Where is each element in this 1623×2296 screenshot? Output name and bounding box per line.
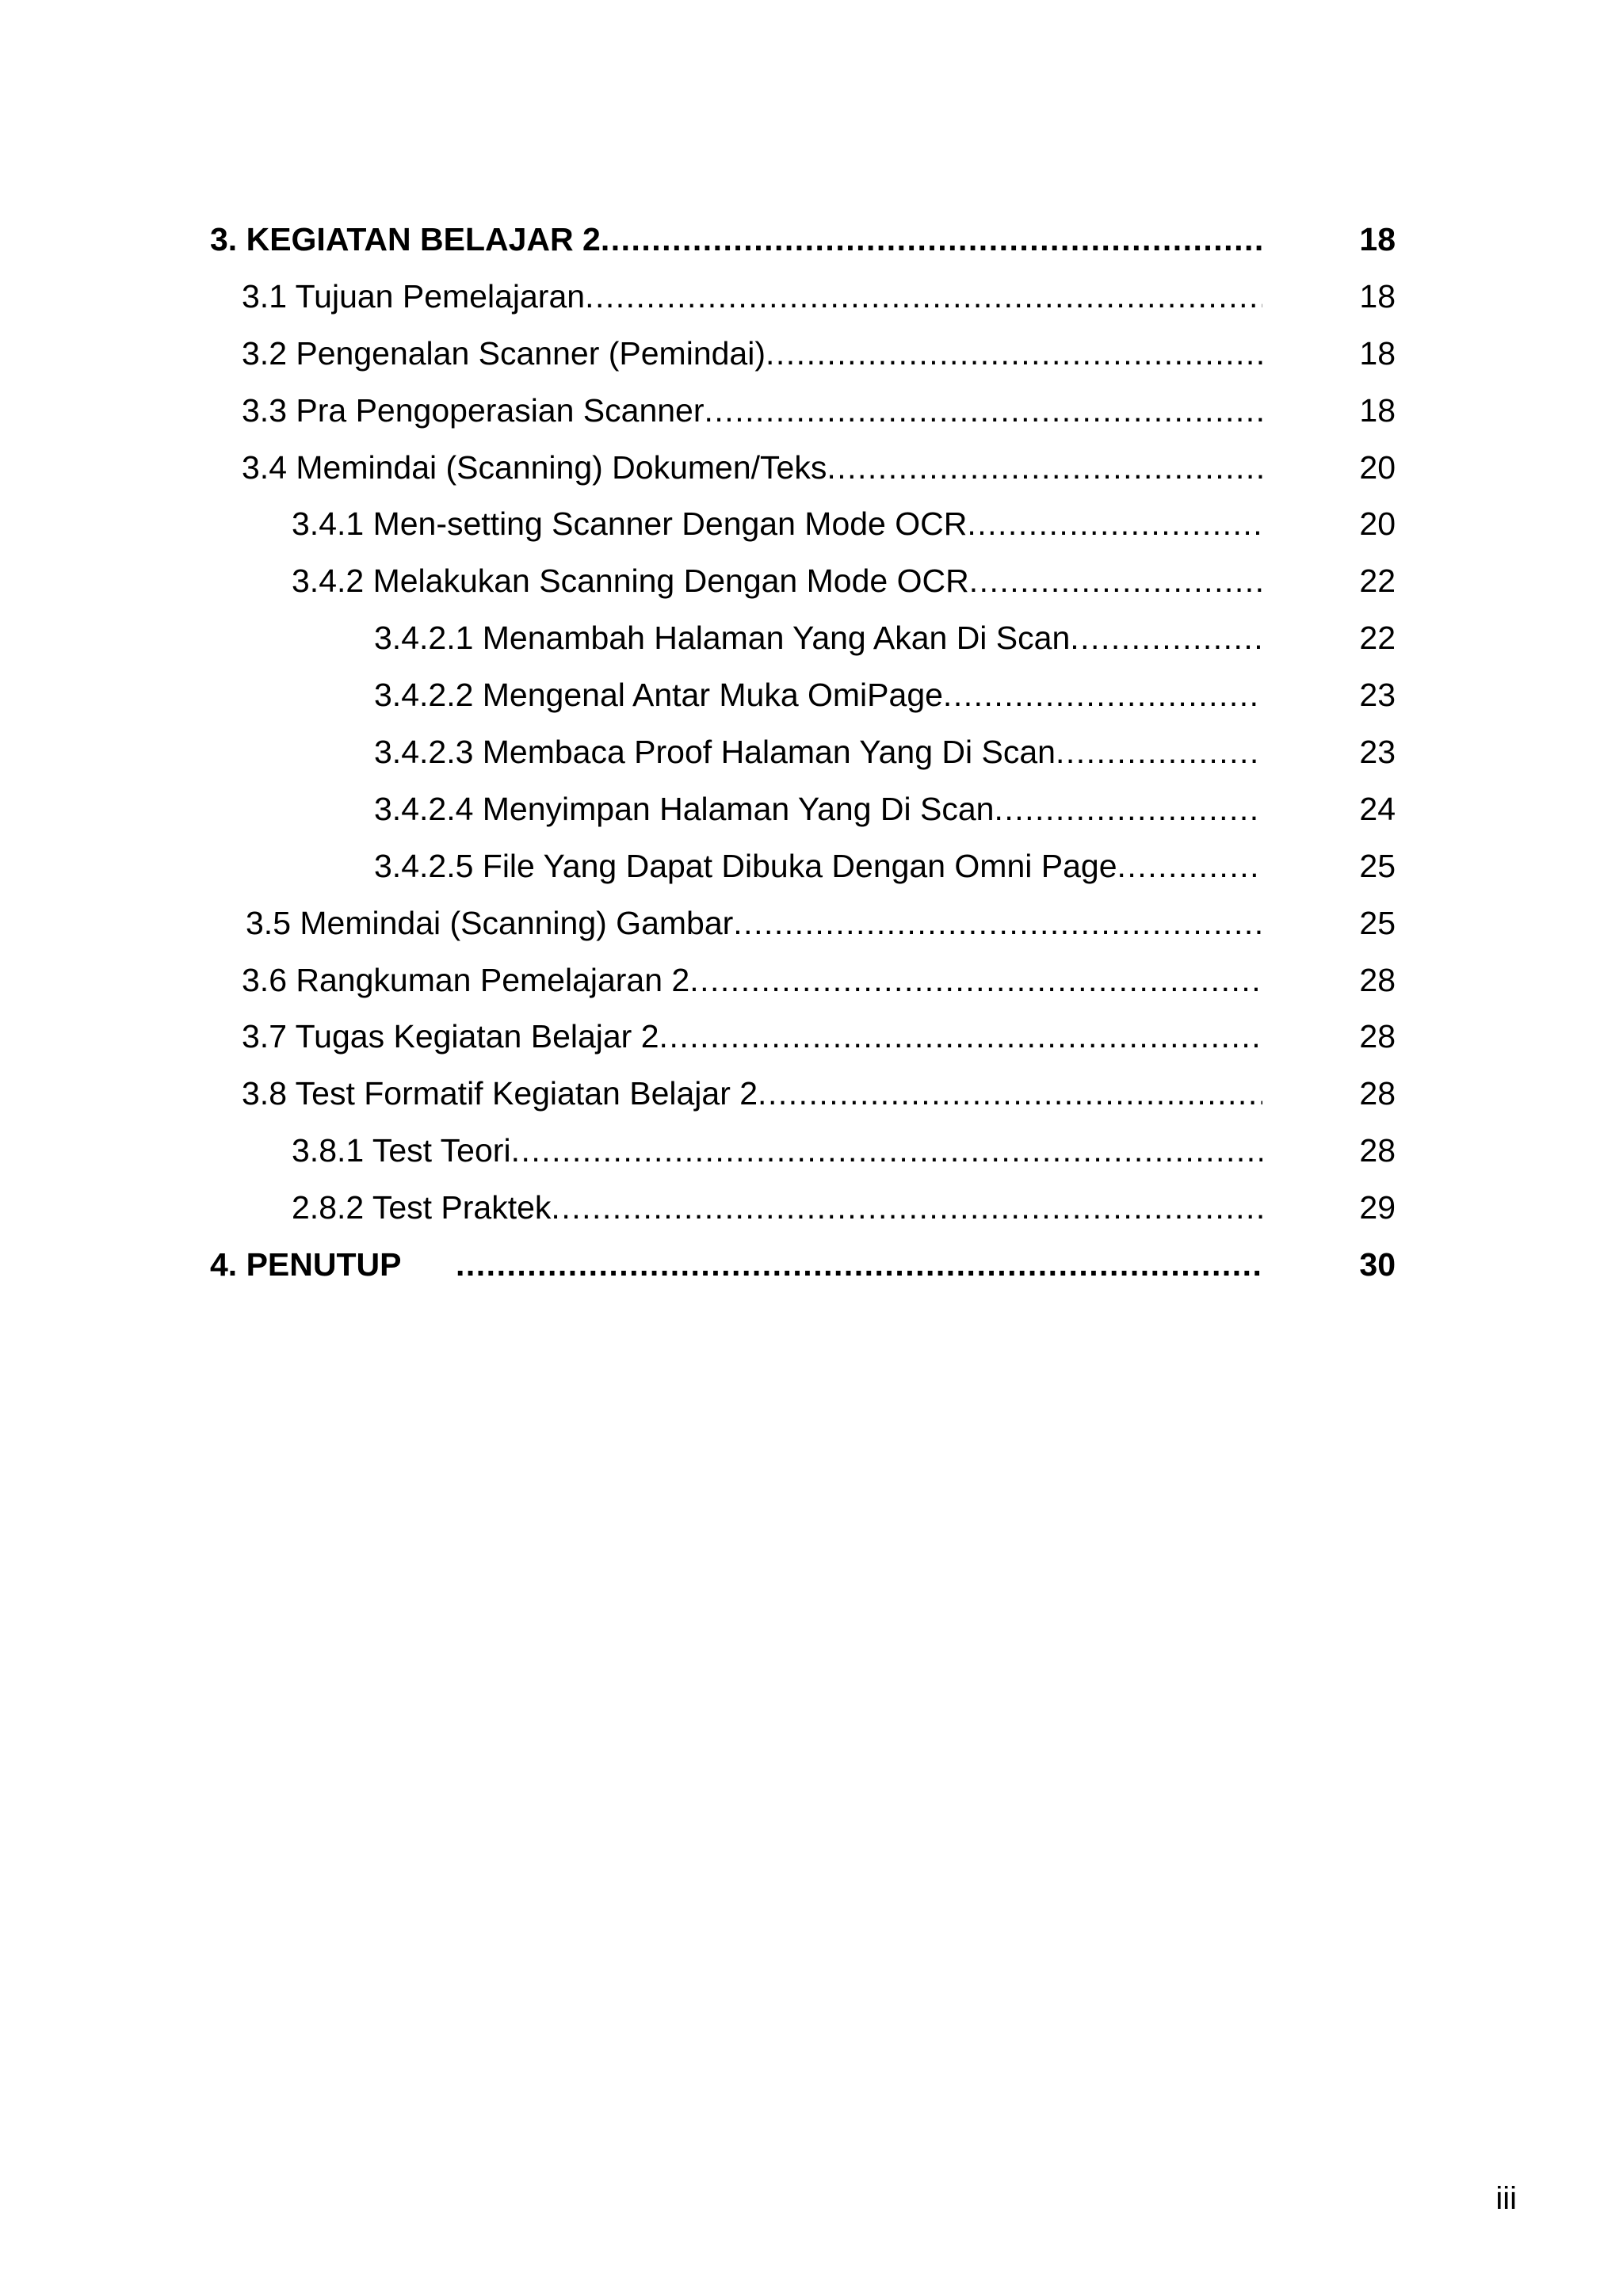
toc-entry-leader [292,504,1262,543]
toc-entry-label: 3.1 Tujuan Pemelajaran [242,277,586,315]
toc-entry-page: 28 [1359,1075,1396,1112]
toc-entry-kegiatan-belajar-2[interactable] [0,219,1623,277]
dot-leader [969,561,1262,601]
toc-entry-leader [242,960,1262,1000]
toc-entry-leader [242,334,1262,373]
toc-entry-leader [246,903,1262,943]
dot-leader [601,219,1262,259]
toc-entry-label: 3.4.2.5 File Yang Dapat Dibuka Dengan Omni Page [374,847,1117,884]
dot-leader [758,1074,1262,1113]
page-folio: iii [1495,2181,1517,2216]
toc-entry-mengenal-antar-muka[interactable] [0,675,1623,732]
toc-entry-page: 22 [1359,563,1396,600]
dot-leader [456,1245,1262,1284]
toc-entry-menyimpan-halaman[interactable] [0,789,1623,846]
toc-entry-page: 29 [1359,1189,1396,1226]
toc-entry-page: 18 [1359,391,1396,429]
toc-entry-page: 22 [1359,620,1396,657]
toc-entry-label: 3.4.1 Men-setting Scanner Dengan Mode OCR [292,505,968,543]
toc-entry-label: 3.4.2 Melakukan Scanning Dengan Mode OCR [292,563,969,600]
dot-leader [733,903,1262,943]
toc-entry-test-formatif[interactable] [0,1074,1623,1131]
toc-entry-leader [292,1131,1262,1170]
dot-leader [551,1188,1262,1227]
dot-leader [967,504,1262,543]
dot-leader [705,391,1262,430]
toc-entry-leader [242,1074,1262,1113]
toc-entry-page: 30 [1359,1246,1396,1283]
dot-leader [1117,846,1262,886]
toc-entry-page: 18 [1359,334,1396,372]
dot-leader [585,277,1262,316]
toc-entry-leader [374,675,1262,715]
toc-entry-page: 23 [1359,677,1396,714]
toc-entry-page: 23 [1359,734,1396,771]
toc-entry-penutup[interactable] [0,1245,1623,1302]
toc-entry-label: 3.8 Test Formatif Kegiatan Belajar 2 [242,1075,758,1112]
toc-entry-label: 2.8.2 Test Praktek [292,1189,552,1226]
toc-entry-label: 3.4.2.1 Menambah Halaman Yang Akan Di Scan [374,620,1071,657]
toc-entry-label: 3.3 Pra Pengoperasian Scanner [242,391,705,429]
toc-entry-leader [242,448,1262,487]
toc-entry-leader [242,1016,1262,1056]
toc-entry-label: 3.8.1 Test Teori [292,1132,511,1169]
toc-entry-page: 20 [1359,448,1396,486]
dot-leader [511,1131,1262,1170]
toc-entry-page: 18 [1359,221,1396,257]
toc-entry-test-praktek[interactable] [0,1188,1623,1245]
dot-leader [994,789,1262,829]
toc-entry-melakukan-scanning[interactable] [0,561,1623,618]
toc-entry-label: 3.4.2.4 Menyimpan Halaman Yang Di Scan [374,790,995,827]
toc-entry-label: 3.4.2.2 Mengenal Antar Muka OmiPage [374,677,943,714]
toc-entry-label: 3.6 Rangkuman Pemelajaran 2 [242,961,690,998]
toc-entry-pra-pengoperasian-scanner[interactable] [0,391,1623,448]
toc-entry-pengenalan-scanner[interactable] [0,334,1623,391]
toc-entry-tugas-kegiatan[interactable] [0,1016,1623,1074]
toc-entry-label: 3. KEGIATAN BELAJAR 2 [210,221,601,257]
toc-entry-leader [374,789,1262,829]
toc-entry-label: 4. PENUTUP [210,1246,402,1283]
dot-leader [1056,732,1262,772]
toc-entry-test-teori[interactable] [0,1131,1623,1188]
toc-entry-label: 3.2 Pengenalan Scanner (Pemindai) [242,334,766,372]
toc-entry-label: 3.5 Memindai (Scanning) Gambar [246,904,734,941]
toc-entry-membaca-proof[interactable] [0,732,1623,789]
toc-entry-file-omni-page[interactable] [0,846,1623,903]
toc-entry-leader [374,732,1262,772]
toc-entry-memindai-gambar[interactable] [0,903,1623,960]
toc-entry-tujuan-pemelajaran[interactable] [0,277,1623,334]
toc-entry-leader [374,618,1262,658]
toc-entry-rangkuman-pemelajaran[interactable] [0,960,1623,1017]
dot-leader [1070,618,1262,658]
toc-entry-leader [210,1245,1262,1284]
dot-leader [827,448,1262,487]
toc-entry-page: 18 [1359,277,1396,315]
toc-entry-leader [292,1188,1262,1227]
toc-entry-leader [242,277,1262,316]
toc-entry-page: 28 [1359,1018,1396,1055]
toc-entry-label: 3.4 Memindai (Scanning) Dokumen/Teks [242,448,827,486]
toc-entry-leader [210,219,1262,259]
toc-entry-men-setting-scanner[interactable] [0,504,1623,561]
dot-leader [766,334,1262,373]
toc-entry-leader [292,561,1262,601]
toc-entry-label: 3.4.2.3 Membaca Proof Halaman Yang Di Scan [374,734,1056,771]
dot-leader [659,1016,1262,1056]
toc-entry-menambah-halaman[interactable] [0,618,1623,675]
toc-entry-page: 28 [1359,1132,1396,1169]
toc-entry-page: 25 [1359,847,1396,884]
toc-entry-memindai-dokumen-teks[interactable] [0,448,1623,505]
toc-entry-page: 25 [1359,904,1396,941]
toc-entry-page: 28 [1359,961,1396,998]
toc-entry-page: 24 [1359,790,1396,827]
table-of-contents [0,219,1623,1302]
toc-entry-leader [374,846,1262,886]
toc-entry-label: 3.7 Tugas Kegiatan Belajar 2 [242,1018,659,1055]
toc-entry-page: 20 [1359,505,1396,543]
toc-entry-leader [242,391,1262,430]
dot-leader [689,960,1262,1000]
dot-leader [943,675,1262,715]
